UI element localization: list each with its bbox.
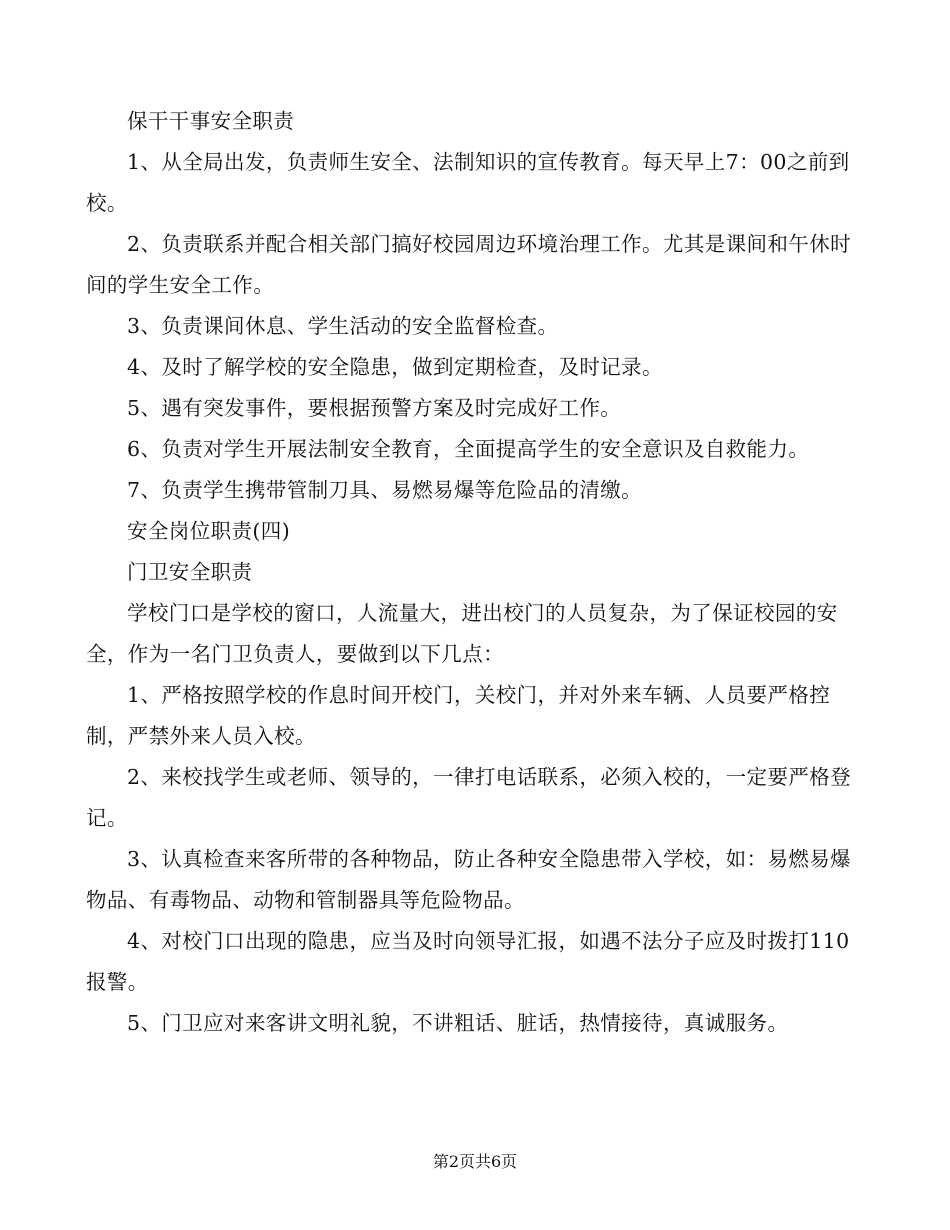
gatekeeper-item-4: 4、对校门口出现的隐患，应当及时向领导汇报，如遇不法分子应及时拨打110报警。 (86, 929, 850, 994)
section-heading-part-four: 安全岗位职责(四) (127, 519, 291, 543)
section-title-gatekeeper: 门卫安全职责 (127, 560, 253, 584)
gatekeeper-item-5: 5、门卫应对来客讲文明礼貌，不讲粗话、脏话，热情接待，真诚服务。 (127, 1011, 789, 1035)
gatekeeper-item-1: 1、严格按照学校的作息时间开校门，关校门，并对外来车辆、人员要严格控制，严禁外来人员入校。 (86, 683, 831, 748)
section-title-security-officer: 保干干事安全职责 (127, 109, 295, 133)
duty-item-7: 7、负责学生携带管制刀具、易燃易爆等危险品的清缴。 (127, 478, 643, 502)
duty-item-5: 5、遇有突发事件，要根据预警方案及时完成好工作。 (127, 396, 622, 420)
duty-item-2: 2、负责联系并配合相关部门搞好校园周边环境治理工作。尤其是课间和午休时间的学生安全工作。 (86, 232, 852, 297)
gatekeeper-item-2: 2、来校找学生或老师、领导的，一律打电话联系，必须入校的，一定要严格登记。 (86, 765, 852, 830)
duty-item-6: 6、负责对学生开展法制安全教育，全面提高学生的安全意识及自救能力。 (127, 437, 810, 461)
gatekeeper-intro: 学校门口是学校的窗口，人流量大，进出校门的人员复杂，为了保证校园的安全，作为一名门卫负责人，要做到以下几点： (86, 601, 838, 666)
duty-item-3: 3、负责课间休息、学生活动的安全监督检查。 (127, 314, 559, 338)
document-body (86, 101, 866, 1044)
duty-item-1: 1、从全局出发，负责师生安全、法制知识的宣传教育。每天早上7：00之前到校。 (86, 150, 850, 215)
duty-item-4: 4、及时了解学校的安全隐患，做到定期检查，及时记录。 (127, 355, 663, 379)
gatekeeper-item-3: 3、认真检查来客所带的各种物品，防止各种安全隐患带入学校，如：易燃易爆物品、有毒物品、动物和管制器具等危险物品。 (86, 847, 852, 912)
page-number: 第2页共6页 (432, 1152, 518, 1171)
